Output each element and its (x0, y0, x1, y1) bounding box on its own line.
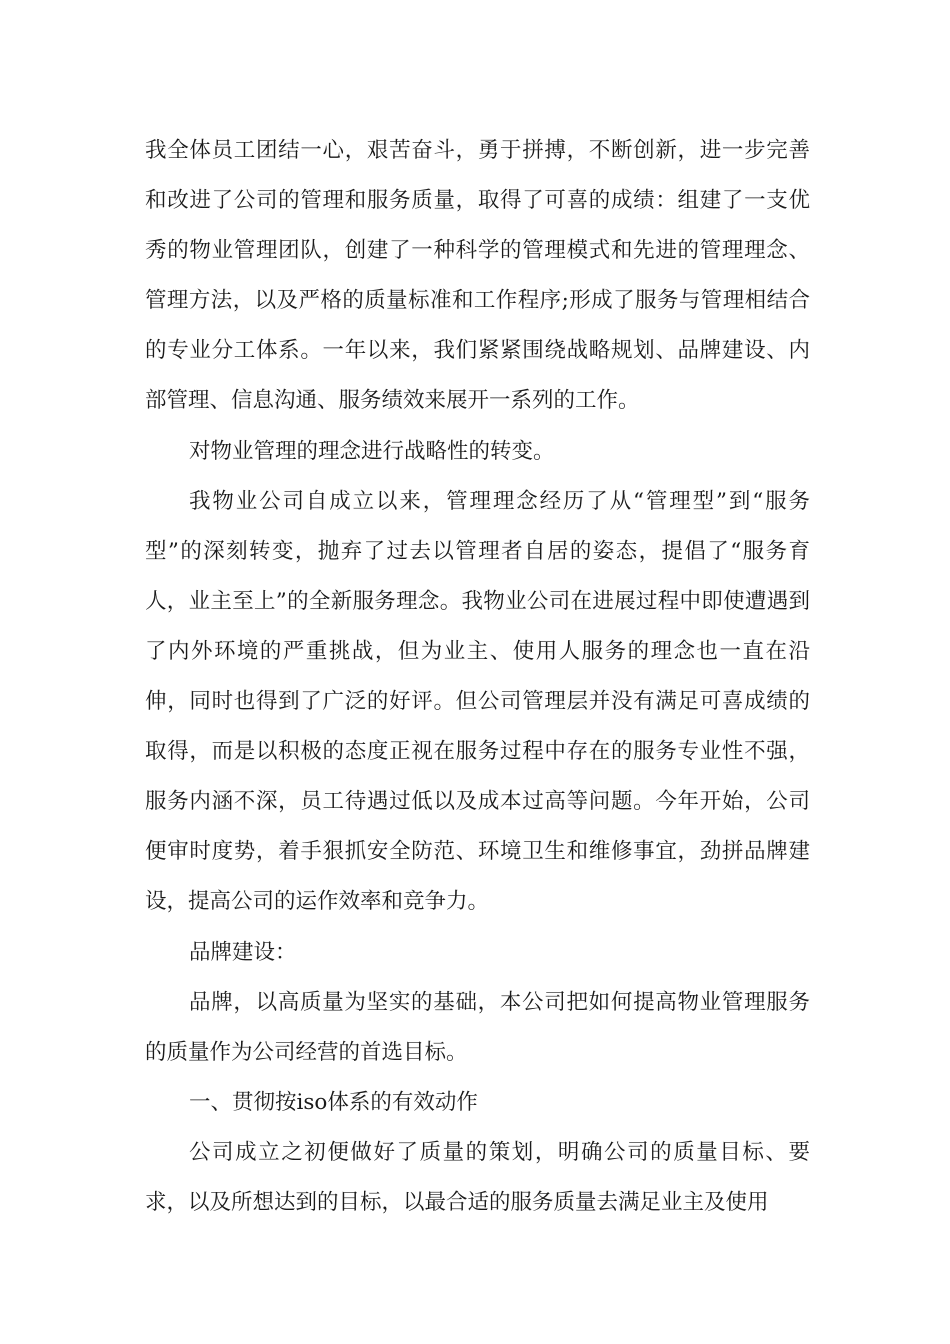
paragraph-concept-heading: 对物业管理的理念进行战略性的转变。 (189, 438, 555, 464)
paragraph-iso-heading: 一、贯彻按iso体系的有效动作 (189, 1089, 478, 1115)
paragraph-concept-body: 我物业公司自成立以来，管理理念经历了从“管理型”到“服务型”的深刻转变，抛弃了过去以管理者自居的姿态，提倡了“服务育人，业主至上”的全新服务理念。我物业公司在进展过程中即使遭遇到了内外环境的严重挑战，但为业主、使用人服务的理念也一直在沿伸，同时也得到了广泛的好评。但公司管理层并没有满足可喜成绩的取得，而是以积极的态度正视在服务过程中存在的服务专业性不强，服务内涵不深，员工待遇过低以及成本过高等问题。今年开始，公司便审时度势，着手狠抓安全防范、环境卫生和维修事宜，劲拼品牌建设，提高公司的运作效率和竞争力。 (145, 488, 810, 915)
paragraph-iso-body: 公司成立之初便做好了质量的策划，明确公司的质量目标、要求，以及所想达到的目标，以最合适的服务质量去满足业主及使用 (145, 1139, 810, 1215)
paragraph-brand-heading: 品牌建设： (189, 939, 297, 965)
paragraph-brand-body: 品牌，以高质量为坚实的基础，本公司把如何提高物业管理服务的质量作为公司经营的首选目标。 (145, 989, 810, 1065)
paragraph-achievements: 我全体员工团结一心，艰苦奋斗，勇于拼搏，不断创新，进一步完善和改进了公司的管理和服务质量，取得了可喜的成绩：组建了一支优秀的物业管理团队，创建了一种科学的管理模式和先进的管理理念、管理方法，以及严格的质量标准和工作程序;形成了服务与管理相结合的专业分工体系。一年以来，我们紧紧围绕战略规划、品牌建设、内部管理、信息沟通、服务绩效来展开一系列的工作。 (145, 138, 810, 414)
document-body (145, 126, 810, 1228)
